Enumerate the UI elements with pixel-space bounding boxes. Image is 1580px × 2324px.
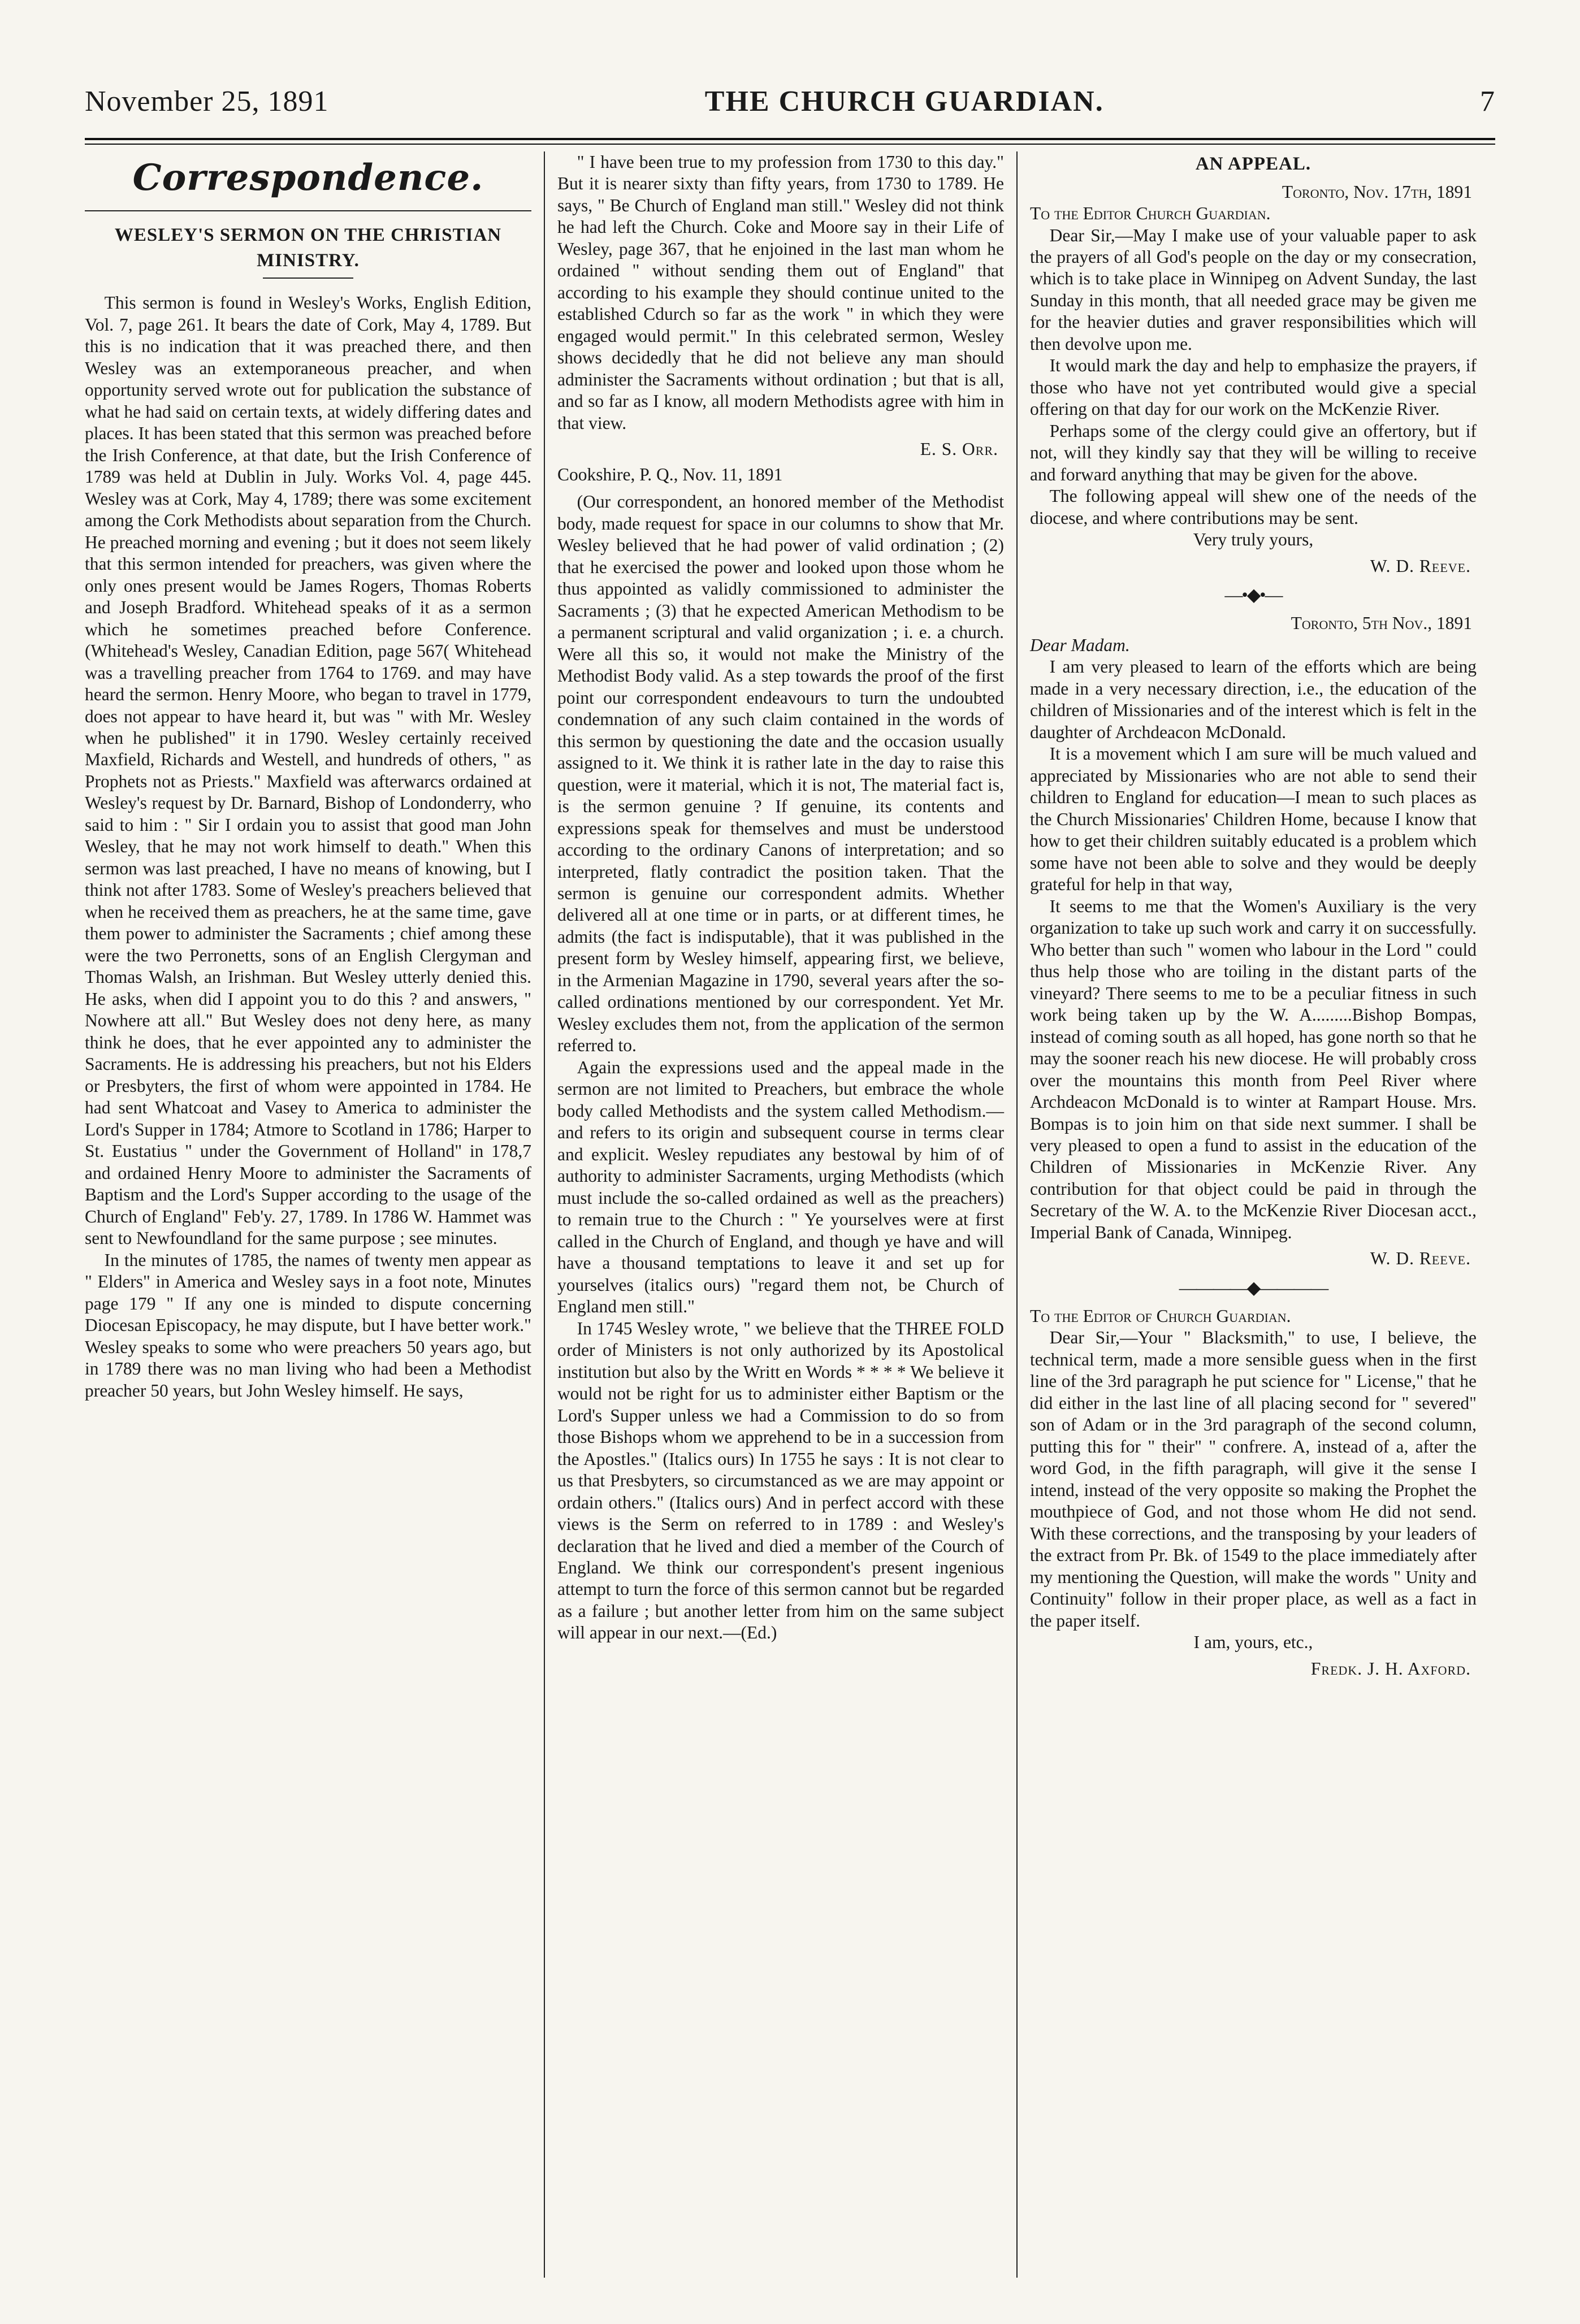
paragraph: I am very pleased to learn of the efforts which are being made in a very necessary direction, i.e., the education of the children of Missionaries and of the interest which is felt in the daughter of Archdeacon McDonald. bbox=[1030, 657, 1477, 742]
ornament-divider: ————◆———— bbox=[1179, 1277, 1328, 1298]
paragraph: It is a movement which I am sure will be much valued and appreciated by Missionaries who are not able to send their children to England for education—I mean to such places as the Church Missionaries' Children Home, because I know that how to get their children suitably educated is a problem which some have not been able to solve and they would be deeply grateful for help in that way, bbox=[1030, 744, 1477, 895]
paragraph: It would mark the day and help to emphasize the prayers, if those who have not yet contributed would give a special offering on that day for our work on the McKenzie River. bbox=[1030, 355, 1477, 419]
section-heading: Correspondence. bbox=[132, 157, 484, 199]
divider bbox=[85, 210, 531, 211]
paragraph: It seems to me that the Women's Auxiliary is the very organization to take up such work and carry it on successfully. Who better than such " women who labour in the Lord " could thus help those who are toiling in the distant parts of the vineyard? There seems to me to be a peculiar fitness in such work being taken up by the W. A.........Bishop Bompas, instead of coming south as all hoped, has gone north so that he may the sooner reach his new diocese. He will probably cross over the mountains this month from Peel River where Archdeacon McDonald is to winter at Rampart House. Mrs. Bompas is to join him on that side next summer. I shall be very pleased to open a fund to assist in the education of the Children of Missionaries in McKenzie River. Any contribution for that object could be paid in through the Secretary of the W. A. to the McKenzie River Diocesan acct., Imperial Bank of Canada, Winnipeg. bbox=[1030, 896, 1477, 1242]
signature: W. D. Reeve. bbox=[1370, 1248, 1471, 1269]
column-3 bbox=[1016, 151, 1477, 2278]
article-title: WESLEY'S SERMON ON THE CHRISTIAN MINISTRY. bbox=[114, 225, 502, 271]
issue-date: November 25, 1891 bbox=[85, 85, 329, 118]
column-2 bbox=[544, 151, 1016, 2278]
place-date: Cookshire, P. Q., Nov. 11, 1891 bbox=[557, 464, 783, 484]
divider bbox=[263, 278, 353, 279]
paragraph: This sermon is found in Wesley's Works, English Edition, Vol. 7, page 261. It bears the date of Cork, May 4, 1789. But this is no indication that it was preached there, and then Wesley was an extemporaneous preacher, and when opportunity served wrote out for publication the substance of what he had said on certain texts, at widely differing dates and places. It has been stated that this sermon was preached before the Irish Conference, at that date, but the Irish Conference of 1789 was held at Dublin in July. Works Vol. 4, page 445. Wesley was at Cork, May 4, 1789; there was some excitement among the Cork Methodists about separation from the Church. He preached morning and evening ; but it does not seem likely that this sermon intended for preachers, was given where the only ones present would be James Rogers, Thomas Roberts and Joseph Bradford. Whitehead speaks of it as a sermon which he sometimes preached before Conference. (Whitehead's Wesley, Canadian Edition, page 567( Whitehead was a travelling preacher from 1764 to 1769. and may have heard the sermon. Henry Moore, who began to travel in 1779, does not appear to have heard it, but was " with Mr. Wesley when he published" it in 1790. Wesley certainly received Maxfield, Richards and Westell, and hundreds of others, " as Prophets not as Priests." Maxfield was afterwarcs ordained at Wesley's request by Dr. Barnard, Bishop of Londonderry, who said to him : " Sir I ordain you to assist that good man John Wesley, that he may not work himself to death." When this sermon was last preached, I have no means of knowing, but I think not after 1783. Some of Wesley's preachers believed that when he received them as preachers, he at the same time, gave them power to administer the Sacraments ; chief among these were the two Perronetts, sons of an English Clergyman and Thomas Walsh, an Irishman. But Wesley utterly denied this. He asks, when did I appoint you to do this ? and answers, " Nowhere att all." But Wesley does not deny here, as many think he does, that he ever appointed any to administer the Sacraments. He is addressing his preachers, but not his Elders or Presbyters, the first of whom were appointed in 1784. He had sent Whatcoat and Vasey to America to administer the Lord's Supper in 1784; Atmore to Scotland in 1786; Harper to St. Eustatius " under the Government of Holland" in 178,7 and ordained Henry Moore to administer the Sacraments of Baptism and the Lord's Supper according to the usage of the Church of England" Feb'y. 27, 1789. In 1786 W. Hammet was sent to Newfoundland for the same purpose ; see minutes. bbox=[85, 293, 531, 1248]
paragraph: In the minutes of 1785, the names of twenty men appear as " Elders" in America and Wesley says in a foot note, Minutes page 179 " If any one is minded to dispute concerning Diocesan Episcopacy, he may dispute, but I have better work." Wesley speaks to some who were preachers 50 years ago, but in 1789 there was no man living who had been a Methodist preacher 50 years, but John Wesley himself. He says, bbox=[85, 1250, 531, 1401]
closing: I am, yours, etc., bbox=[1193, 1632, 1313, 1653]
dateline: Toronto, Nov. 17th, 1891 bbox=[1282, 181, 1472, 202]
signature: W. D. Reeve. bbox=[1370, 556, 1471, 576]
signature: Fredk. J. H. Axford. bbox=[1310, 1658, 1471, 1679]
paragraph: The following appeal will shew one of the needs of the diocese, and where contributions may be sent. bbox=[1030, 486, 1477, 528]
paragraph: Dear Sir,—Your " Blacksmith," to use, I believe, the technical term, made a more sensible guess when in the first line of the 3rd paragraph he put science for " License," that he did either in the last line of all placing second for " severed" son of Adam or in the 3rd paragraph of the second column, putting this for " their" " confrere. A, instead of a, after the word God, in the fifth paragraph, will give it the sense I intend, instead of the very opposite so making the Prophet the mouthpiece of God, and not those whom He did not send. With these corrections, and the transposing by your leaders of the extract from Pr. Bk. of 1549 to the place immediately after my mentioning the Question, will make the words " Unity and Continuity" follow in their proper place, as well as a fact in the paper itself. bbox=[1030, 1328, 1477, 1631]
editor-note: In 1745 Wesley wrote, " we believe that the THREE FOLD order of Ministers is not only authorized by its Apostolical institution but also by the Writt en Words * * * * We believe it would not be right for us to administer either Baptism or the Lord's Supper unless we had a Commission to do so from those Bishops whom we apprehend to be in a succession from the Apostles." (Italics ours) In 1755 he says : It is not clear to us that Presbyters, so circumstanced as we are may appoint or ordain others." (Italics ours) And in perfect accord with these views is the Serm on referred to in 1789 : and Wesley's declaration that he lived and died a member of the Courch of England. We think our correspondent's present ingenious attempt to turn the force of this sermon cannot but be regarded as a failure ; but another letter from him on the same subject will appear in our next.—(Ed.) bbox=[557, 1318, 1004, 1643]
masthead-rule bbox=[85, 138, 1495, 145]
signature: E. S. Orr. bbox=[920, 439, 998, 459]
columns bbox=[85, 151, 1495, 2278]
masthead bbox=[85, 85, 1495, 130]
editor-note: (Our correspondent, an honored member of the Methodist body, made request for space in our columns to show that Mr. Wesley believed that he had power of valid ordination ; (2) that he exercised the power and looked upon those whom he thus appointed as validly commissioned to administer the Sacraments ; (3) that he expected American Methodism to be a permanent scriptural and valid organization ; i. e. a church. Were all this so, it would not make the Ministry of the Methodist Body valid. As a step towards the proof of the first point our correspondent endeavours to turn the undoubted condemnation of any such claim contained in the words of this sermon by questioning the date and the occasion usually assigned to it. We think it is rather late in the day to raise this question, were it material, which it is not, The material fact is, is the sermon genuine ? If genuine, its contents and expressions speak for themselves and must be understood according to the ordinary Canons of interpretation; and so interpreted, flatly contradict the position taken. That the sermon is genuine our correspondent admits. Whether delivered all at one time or in parts, or at different times, he admits (the fact is indisputable), that it was published in the present form by Wesley himself, appearing first, we believe, in the Armenian Magazine in 1790, several years after the so-called ordinations mentioned by our correspondent. Yet Mr. Wesley excludes them not, from the application of the sermon referred to. bbox=[557, 492, 1004, 1056]
to-editor: To the Editor Church Guardian. bbox=[1030, 203, 1271, 224]
newspaper-page bbox=[85, 85, 1495, 2278]
appeal-heading: AN APPEAL. bbox=[1195, 154, 1311, 174]
editor-note: Again the expressions used and the appeal made in the sermon are not limited to Preachers, but embrace the whole body called Methodists and the system called Methodism.—and refers to its origin and subsequent course in terms clear and explicit. Wesley repudiates any bestowal by him of of authority to administer Sacraments, urging Methodists (which must include the so-called ordained as well as the preachers) to remain true to the Church : " Ye yourselves were at first called in the Church of England, and though ye have and will have a thousand temptations to leave it and set up for yourselves (italics ours) "regard them not, be Church of England men still." bbox=[557, 1057, 1004, 1317]
newspaper-title: THE CHURCH GUARDIAN. bbox=[704, 85, 1104, 118]
paragraph: Dear Sir,—May I make use of your valuable paper to ask the prayers of all God's people on the day or my consecration, which is to take place in Winnipeg on Advent Sunday, the last Sunday in this month, that all needed grace may be given me for the heavier duties and graver responsibilities which will then devolve upon me. bbox=[1030, 225, 1477, 354]
column-1 bbox=[85, 151, 544, 2278]
ornament-divider: —•◆•— bbox=[1224, 584, 1282, 605]
closing: Very truly yours, bbox=[1193, 530, 1314, 550]
page-number: 7 bbox=[1480, 85, 1495, 118]
to-editor: To the Editor of Church Guardian. bbox=[1030, 1306, 1291, 1326]
paragraph: Perhaps some of the clergy could give an offertory, but if not, will they kindly say that they will be willing to receive and forward anything that may be given for the above. bbox=[1030, 420, 1477, 484]
salutation: Dear Madam. bbox=[1030, 635, 1130, 655]
paragraph: " I have been true to my profession from 1730 to this day." But it is nearer sixty than fifty years, from 1730 to 1789. He says, " Be Church of England man still." Wesley did not think he had left the Church. Coke and Moore say in their Life of Wesley, page 367, that he enjoined in the last man whom he ordained " without sending them out of England" that according to his example they should continue united to the established Cdurch so far as the work " in which they were engaged would permit." In this celebrated sermon, Wesley shows decidedly that he did not believe any man should administer the Sacraments without ordination ; but that is all, and so far as I know, all modern Methodists agree with him in that view. bbox=[557, 152, 1004, 433]
dateline: Toronto, 5th Nov., 1891 bbox=[1291, 613, 1472, 634]
